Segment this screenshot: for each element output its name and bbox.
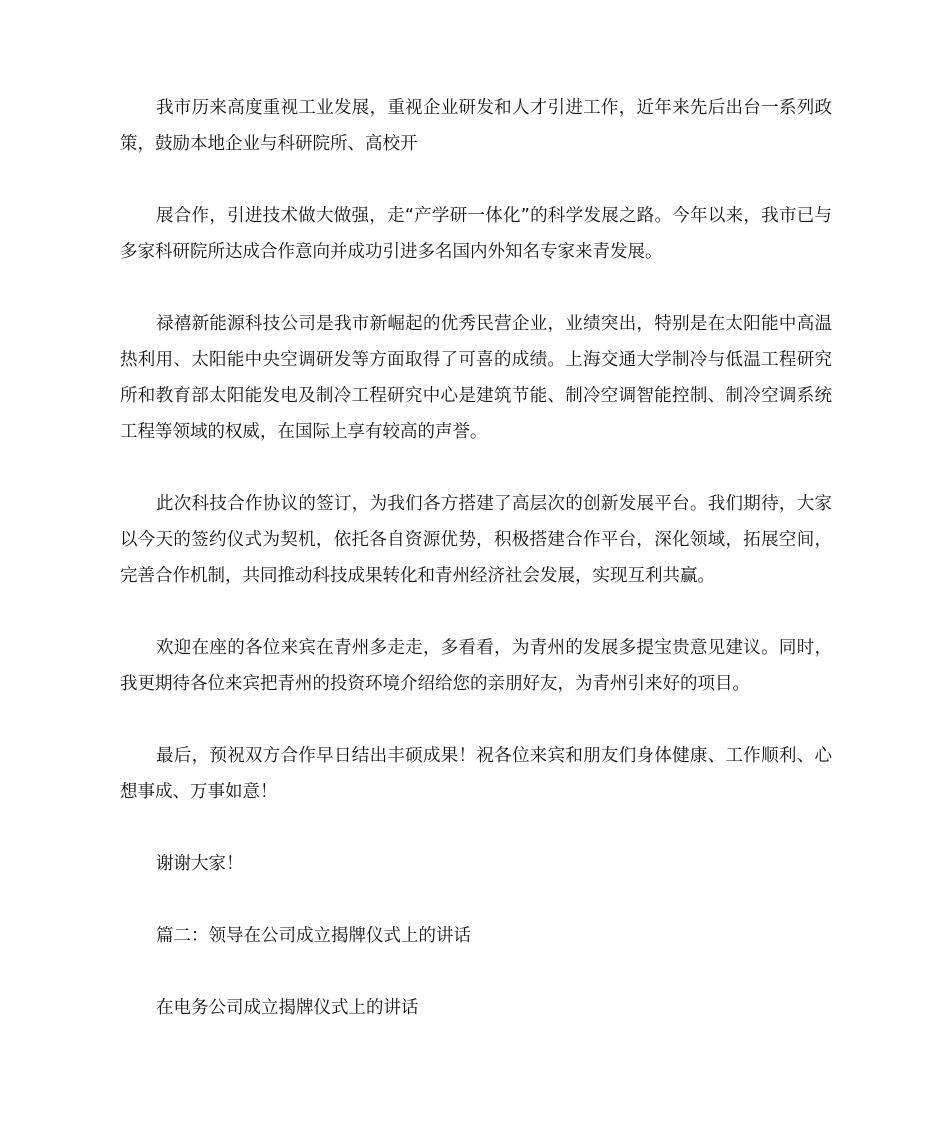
paragraph-2: 展合作，引进技术做大做强，走“产学研一体化”的科学发展之路。今年以来，我市已与多家科研院所达成合作意向并成功引进多名国内外知名专家来青发展。 [120, 206, 832, 262]
paragraph-4: 此次科技合作协议的签订，为我们各方搭建了高层次的创新发展平台。我们期待，大家以今天的签约仪式为契机，依托各自资源优势，积极搭建合作平台，深化领域，拓展空间，完善合作机制，共同推动科技成果转化和青州经济社会发展，实现互利共赢。 [120, 494, 832, 586]
paragraph-3: 禄禧新能源科技公司是我市新崛起的优秀民营企业，业绩突出，特别是在太阳能中高温热利用、太阳能中央空调研发等方面取得了可喜的成绩。上海交通大学制冷与低温工程研究所和教育部太阳能发电及制冷工程研究中心是建筑节能、制冷空调智能控制、制冷空调系统工程等领域的权威，在国际上享有较高的声誉。 [120, 314, 832, 442]
document-body [120, 90, 832, 1026]
section-heading: 篇二：领导在公司成立揭牌仪式上的讲话 [156, 926, 471, 946]
paragraph-6: 最后，预祝双方合作早日结出丰硕成果！祝各位来宾和朋友们身体健康、工作顺利、心想事成、万事如意！ [120, 746, 832, 802]
paragraph-thanks: 谢谢大家！ [156, 854, 244, 874]
paragraph-1: 我市历来高度重视工业发展，重视企业研发和人才引进工作，近年来先后出台一系列政策，鼓励本地企业与科研院所、高校开 [120, 98, 832, 154]
paragraph-5: 欢迎在座的各位来宾在青州多走走，多看看，为青州的发展多提宝贵意见建议。同时，我更期待各位来宾把青州的投资环境介绍给您的亲朋好友，为青州引来好的项目。 [120, 638, 832, 694]
speech-title: 在电务公司成立揭牌仪式上的讲话 [156, 998, 419, 1018]
